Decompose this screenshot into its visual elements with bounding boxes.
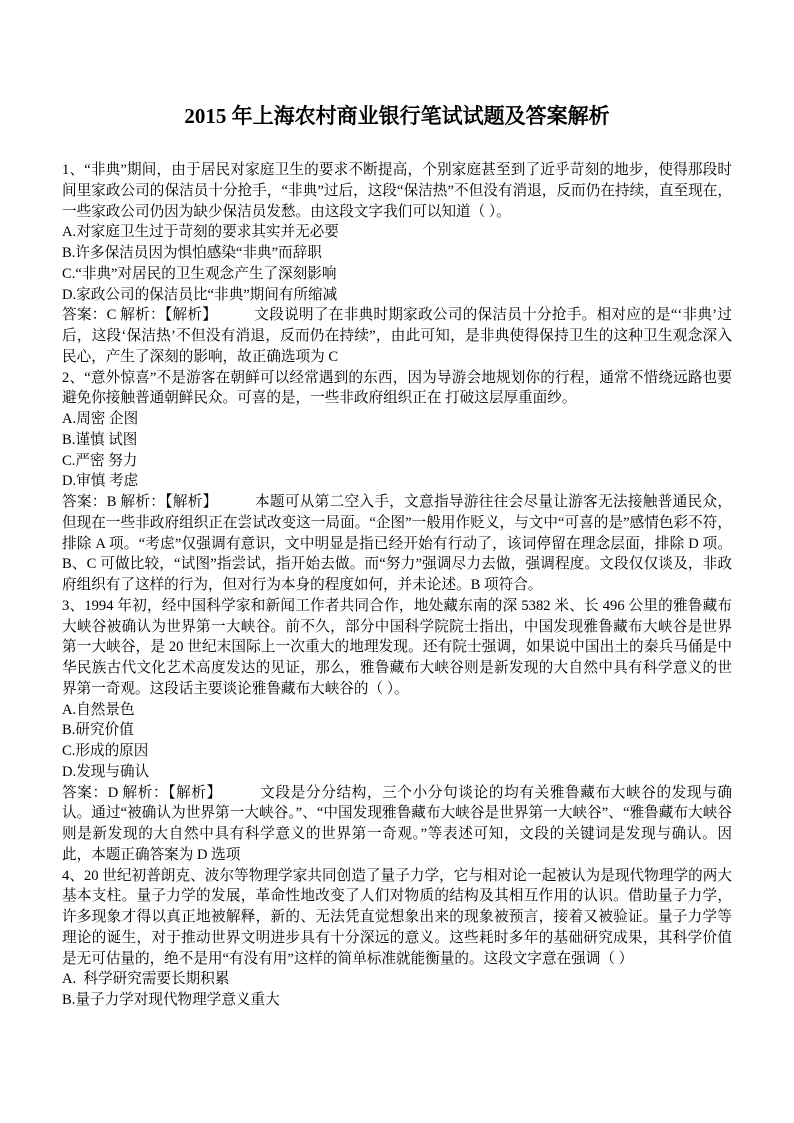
question-block-1 bbox=[62, 160, 732, 368]
question-3-answer-analysis: 答案：D 解析：【解析】 文段是分分结构，三个小分句谈论的均有关雅鲁藏布大峡谷的发现与确认。通过“被确认为世界第一大峡谷。”、“中国发现雅鲁藏布大峡谷是世界第一大峡谷”、“雅鲁藏布大峡谷则是新发现的大自然中具有科学意义的世界第一奇观。”等表述可知，文段的关键词是发现与确认。因此，本题正确答案为 D 选项 bbox=[62, 784, 732, 863]
question-block-4 bbox=[62, 866, 732, 1011]
question-1-answer-analysis: 答案：C 解析：【解析】 文段说明了在非典时期家政公司的保洁员十分抢手。相对应的是“‘非典’过后，这段‘保洁热’不但没有消退，反而仍在持续”，由此可知，是非典使得保持卫生的这种卫生观念深入民心，产生了深刻的影响，故正确选项为 C bbox=[62, 307, 732, 365]
question-4-stem: 4、20 世纪初普朗克、波尔等物理学家共同创造了量子力学，它与相对论一起被认为是现代物理学的两大基本支柱。量子力学的发展，革命性地改变了人们对物质的结构及其相互作用的认识。借助量子力学，许多现象才得以真正地被解释，新的、无法凭直觉想象出来的现象被预言，接着又被验证。量子力学等理论的诞生，对于推动世界文明进步具有十分深远的意义。这些耗时多年的基础研究成果，其科学价值是无可估量的，绝不是用“有没有用”这样的简单标准就能衡量的。这段文字意在强调（ ） bbox=[62, 867, 732, 967]
question-3-option-b: B.研究价值 bbox=[62, 722, 134, 739]
question-2-answer-analysis: 答案：B 解析：【解析】 本题可从第二空入手，文意指导游往往会尽量让游客无法接触普通民众，但现在一些非政府组织正在尝试改变这一局面。“企图”一般用作贬义，与文中“可喜的是”感情色彩不符，排除 A 项。“考虑”仅强调有意识，文中明显是指已经开始有行动了，该词停留在理念层面，排除 D 项。B、C 可做比较，“试图”指尝试，指开始去做。而“努力”强调尽力去做，强调程度。文段仅仅谈及，非政府组织有了这样的行为，但对行为本身的程度如何，并未论述。B 项符合。 bbox=[62, 494, 732, 593]
question-block-2 bbox=[62, 368, 732, 596]
question-2-option-a: A.周密 企图 bbox=[62, 411, 139, 427]
question-4-option-a: A. 科学研究需要长期积累 bbox=[62, 971, 230, 988]
question-1-option-b: B.许多保洁员因为惧怕感染“非典”而辞职 bbox=[62, 245, 322, 261]
question-3-option-c: C.形成的原因 bbox=[62, 743, 149, 759]
question-3-option-d: D.发现与确认 bbox=[62, 763, 150, 780]
question-1-option-d: D.家政公司的保洁员比“非典”期间有所缩减 bbox=[62, 286, 338, 303]
question-1-option-c: C.“非典”对居民的卫生观念产生了深刻影响 bbox=[62, 265, 337, 282]
question-2-option-b: B.谨慎 试图 bbox=[62, 431, 138, 448]
question-block-3 bbox=[62, 596, 732, 866]
question-4-option-b: B.量子力学对现代物理学意义重大 bbox=[62, 992, 280, 1008]
question-1-stem: 1、“非典”期间，由于居民对家庭卫生的要求不断提高，个别家庭甚至到了近乎苛刻的地步，使得那段时间里家政公司的保洁员十分抢手，“非典”过后，这段“保洁热”不但没有消退，反而仍在持续，直至现在，一些家政公司仍因为缺少保洁员发愁。由这段文字我们可以知道（ ）。 bbox=[62, 162, 732, 220]
question-3-option-a: A.自然景色 bbox=[62, 701, 135, 718]
question-1-option-a: A.对家庭卫生过于苛刻的要求其实并无必要 bbox=[62, 224, 339, 241]
question-2-stem: 2、“意外惊喜”不是游客在朝鲜可以经常遇到的东西，因为导游会地规划你的行程，通常不惜绕远路也要避免你接触普通朝鲜民众。可喜的是，一些非政府组织正在 打破这层厚重面纱。 bbox=[62, 369, 732, 407]
document-title: 2015 年上海农村商业银行笔试试题及答案解析 bbox=[184, 104, 610, 128]
question-3-stem: 3、1994 年初，经中国科学家和新闻工作者共同合作，地处藏东南的深 5382 米、长 496 公里的雅鲁藏布大峡谷被确认为世界第一大峡谷。前不久，部分中国科学院院士指出，中国发现雅鲁藏布大峡谷是世界第一大峡谷，是 20 世纪末国际上一次重大的地理发现。还有院士强调，如果说中国出土的秦兵马俑是中华民族古代文化艺术高度发达的见证，那么，雅鲁藏布大峡谷则是新发现的大自然中具有科学意义的世界第一奇观。这段话主要谈论雅鲁藏布大峡谷的（ ）。 bbox=[62, 597, 732, 697]
question-2-option-d: D.审慎 考虑 bbox=[62, 473, 139, 490]
question-2-option-c: C.严密 努力 bbox=[62, 452, 138, 469]
